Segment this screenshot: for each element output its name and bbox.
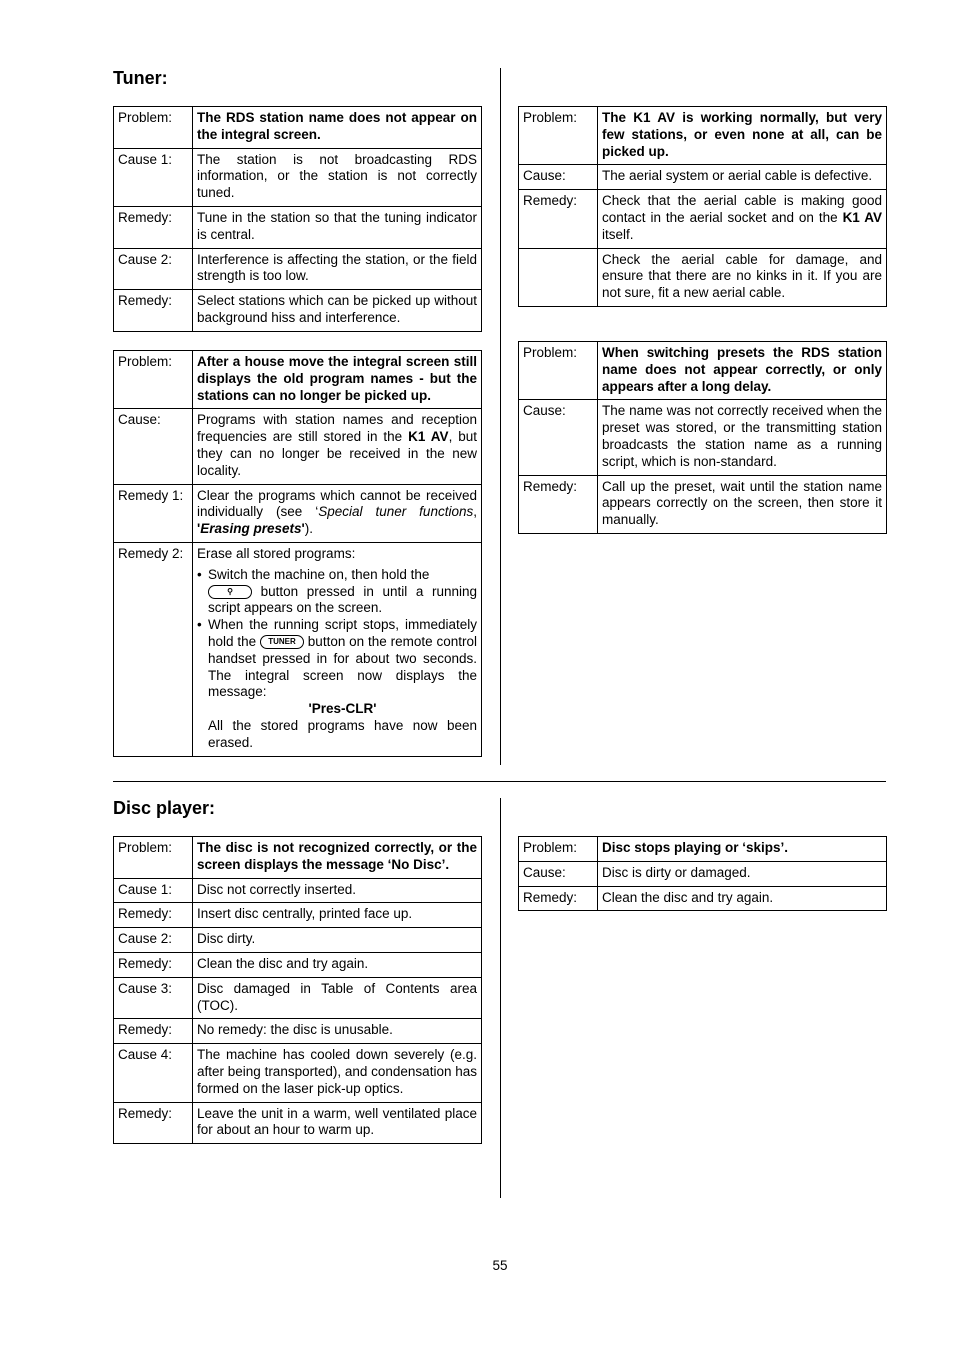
text-part: button pressed in until a running script appears on the screen.: [208, 583, 477, 616]
text-part: Clear the programs which cannot be received individually (see ‘: [197, 487, 477, 520]
table-row: [114, 928, 482, 953]
row-label: Cause:: [114, 409, 193, 484]
text-part: button on the remote control handset pressed in for about two seconds. The integral screen now displays the message:: [208, 633, 477, 700]
problem-text: Disc stops playing or ‘skips’.: [598, 837, 887, 862]
quote-mark: ': [301, 521, 305, 537]
row-label: Cause:: [519, 165, 598, 190]
text-part: itself.: [602, 226, 634, 242]
row-label: Remedy:: [114, 1019, 193, 1044]
remedy-text: Select stations which can be picked up without background hiss and interference.: [193, 290, 482, 332]
row-label: Remedy:: [114, 290, 193, 332]
table-row: [519, 342, 887, 400]
problem-text: After a house move the integral screen still displays the old program names - but the stations can no longer be picked up.: [193, 351, 482, 409]
model-name: K1 AV: [842, 209, 882, 225]
table-row: [114, 1019, 482, 1044]
table-row: [114, 878, 482, 903]
section-divider: [113, 781, 886, 782]
row-label: Cause:: [519, 400, 598, 475]
remedy-text: No remedy: the disc is unusable.: [193, 1019, 482, 1044]
row-label: Cause 1:: [114, 878, 193, 903]
cause-text: The name was not correctly received when the preset was stored, or the transmitting station broadcasts the station name as a running script, which is non-standard.: [598, 400, 887, 475]
row-label: Cause 2:: [114, 928, 193, 953]
table-row: [114, 542, 482, 756]
row-label: Cause 3:: [114, 977, 193, 1019]
remedy-text: Insert disc centrally, printed face up.: [193, 903, 482, 928]
text-part: Switch the machine on, then hold the: [208, 566, 430, 582]
table-row: [114, 351, 482, 409]
tuner-rds-name-table: [113, 106, 482, 332]
row-label: Remedy:: [114, 1102, 193, 1144]
tuner-preset-name-table: [518, 341, 887, 534]
table-row: [519, 886, 887, 911]
table-row: [114, 206, 482, 248]
cause-text: The aerial system or aerial cable is defective.: [598, 165, 887, 190]
row-label: Remedy:: [519, 886, 598, 911]
remedy-text: Check the aerial cable for damage, and ensure that there are no kinks in it. If you are not sure, fit a new aerial cable.: [598, 248, 887, 306]
remedy-intro: Erase all stored programs:: [197, 545, 356, 561]
text-part: When the running script stops, immediately hold the: [208, 617, 477, 649]
column-divider-top: [500, 68, 501, 765]
preset-button-icon: ⚲: [208, 585, 252, 599]
row-label: Cause 1:: [114, 148, 193, 206]
tuner-heading: Tuner:: [113, 68, 168, 88]
table-row: [519, 861, 887, 886]
row-label: Remedy 2:: [114, 542, 193, 756]
section-reference-bold: Erasing presets: [200, 521, 302, 537]
row-label: Remedy:: [114, 952, 193, 977]
row-label: Remedy 1:: [114, 484, 193, 542]
row-label: Remedy:: [519, 475, 598, 533]
row-label: Problem:: [114, 107, 193, 149]
list-item: [197, 567, 477, 617]
table-row: [114, 903, 482, 928]
tuner-button-icon: TUNER: [260, 635, 304, 649]
tuner-reception-table: [518, 106, 887, 307]
table-row: [519, 190, 887, 248]
remedy-text: Call up the preset, wait until the station name appears correctly on the screen, then store it manually.: [598, 475, 887, 533]
table-row: [114, 409, 482, 484]
row-label: Problem:: [114, 351, 193, 409]
disc-not-recognized-table: [113, 836, 482, 1144]
text-part: Programs with station names and reception frequencies are still stored in the: [197, 412, 477, 445]
remedy-text: [193, 542, 482, 756]
row-label: [519, 248, 598, 306]
row-label: Problem:: [519, 342, 598, 400]
model-name: K1 AV: [408, 429, 449, 445]
table-row: [519, 248, 887, 306]
table-row: [114, 977, 482, 1019]
list-item: [197, 617, 477, 701]
remedy-text: Clean the disc and try again.: [193, 952, 482, 977]
remedy-text: Leave the unit in a warm, well ventilated place for about an hour to warm up.: [193, 1102, 482, 1144]
remedy-text: Clean the disc and try again.: [598, 886, 887, 911]
row-label: Cause 4:: [114, 1044, 193, 1102]
table-row: [114, 107, 482, 149]
screen-message: 'Pres-CLR': [308, 701, 377, 717]
cause-text: Interference is affecting the station, or the field strength is too low.: [193, 248, 482, 290]
cause-text: The machine has cooled down severely (e.g. after being transported), and condensation has formed on the laser pick-up optics.: [193, 1044, 482, 1102]
section-reference: Special tuner functions: [318, 504, 474, 520]
cause-text: Disc damaged in Table of Contents area (TOC).: [193, 977, 482, 1019]
row-label: Cause:: [519, 861, 598, 886]
table-row: [114, 484, 482, 542]
table-row: [114, 952, 482, 977]
column-divider-bottom: [500, 798, 501, 1198]
text-part: , but they can no longer be received in the new locality.: [197, 429, 477, 478]
cause-text: Disc not correctly inserted.: [193, 878, 482, 903]
row-label: Remedy:: [519, 190, 598, 248]
tuner-house-move-table: [113, 350, 482, 757]
table-row: [114, 148, 482, 206]
row-label: Remedy:: [114, 903, 193, 928]
row-label: Cause 2:: [114, 248, 193, 290]
table-row: [519, 400, 887, 475]
remedy-steps: [197, 567, 477, 701]
disc-player-heading: Disc player:: [113, 798, 216, 818]
problem-text: The disc is not recognized correctly, or the screen displays the message ‘No Disc’.: [193, 837, 482, 879]
row-label: Remedy:: [114, 206, 193, 248]
table-row: [519, 837, 887, 862]
problem-text: When switching presets the RDS station name does not appear correctly, or only appears after a long delay.: [598, 342, 887, 400]
problem-text: The RDS station name does not appear on the integral screen.: [193, 107, 482, 149]
table-row: [114, 1102, 482, 1144]
table-row: [114, 837, 482, 879]
problem-text: The K1 AV is working normally, but very few stations, or even none at all, can be picked up.: [598, 107, 887, 165]
text-part: Check that the aerial cable is making good contact in the aerial socket and on the: [602, 193, 882, 225]
table-row: [519, 165, 887, 190]
cause-text: Disc is dirty or damaged.: [598, 861, 887, 886]
table-row: [114, 1044, 482, 1102]
cause-text: The station is not broadcasting RDS information, or the station is not correctly tuned.: [193, 148, 482, 206]
row-label: Problem:: [114, 837, 193, 879]
table-row: [114, 290, 482, 332]
remedy-text: [193, 484, 482, 542]
row-label: Problem:: [519, 107, 598, 165]
page-number: 55: [492, 1258, 508, 1273]
table-row: [519, 107, 887, 165]
table-row: [114, 248, 482, 290]
text-part: ).: [304, 521, 313, 537]
text-part: ,: [473, 504, 477, 520]
remedy-text: Tune in the station so that the tuning indicator is central.: [193, 206, 482, 248]
disc-skips-table: [518, 836, 887, 911]
quote-mark: ': [197, 521, 201, 537]
remedy-outro: All the stored programs have now been erased.: [208, 717, 477, 750]
table-row: [519, 475, 887, 533]
remedy-text: [598, 190, 887, 248]
row-label: Problem:: [519, 837, 598, 862]
cause-text: Disc dirty.: [193, 928, 482, 953]
cause-text: [193, 409, 482, 484]
